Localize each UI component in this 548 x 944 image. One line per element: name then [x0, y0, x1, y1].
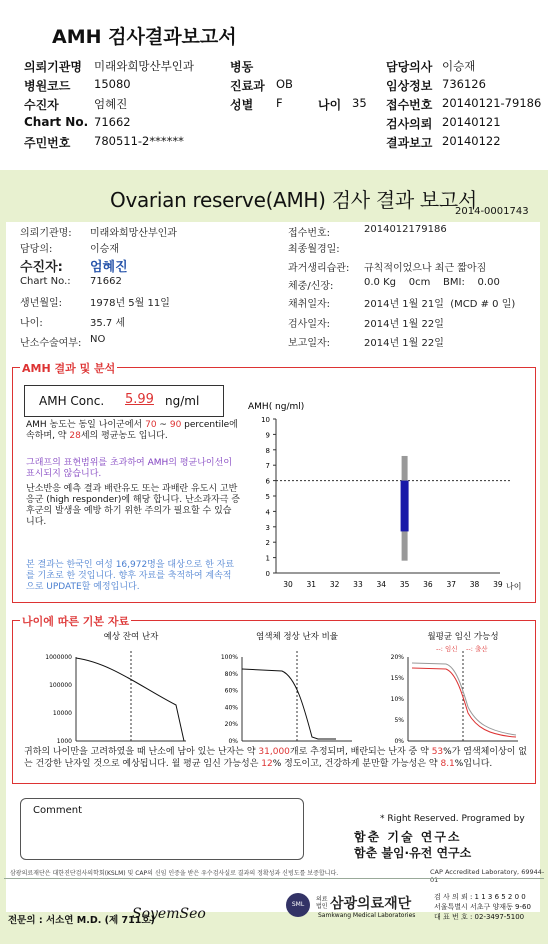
amh-y-tick-label: 6 [265, 477, 270, 486]
age-chart-y-label-2: 5% [394, 717, 404, 724]
brand-small: 의료법인 [316, 896, 328, 910]
header-l2-1: 진료과 [230, 79, 265, 93]
header-l4-0: 담당의사 [386, 60, 433, 74]
amh-y-tick-label: 1 [265, 554, 270, 563]
header-v2-1: OB [276, 77, 293, 91]
report-date-value: 2014년 1월 22일 [364, 338, 444, 349]
result-p3: 난소반응 예측 결과 배란유도 또는 과배란 유도시 고반응군 (high responder)에 해당 합니다. 난소과자극 증후군의 발생을 예방 하기 위한 주의가 필요할 수 있습니다. [26, 484, 240, 527]
lmp-label: 최종월경일: [288, 244, 340, 255]
comment-box [20, 798, 304, 860]
inst-label: 의뢰기관명: [20, 228, 72, 239]
brand-logo-icon: SML [286, 893, 310, 917]
age-chart-y-label-2: 0% [394, 738, 404, 745]
age-chart-y-label-0: 1000 [56, 738, 72, 745]
comment-label: Comment [33, 805, 82, 816]
contact2: 서울특별시 서초구 양재동 9-60 [434, 903, 531, 911]
amh-y-tick-label: 10 [261, 416, 270, 424]
specialist: 전문의 : 서소연 M.D. (제 711호) [8, 915, 155, 926]
contact1: 검 사 의 뢰 : 1 1 3 6 5 2 0 0 [434, 893, 526, 901]
report-title: Ovarian reserve(AMH) 검사 결과 보고서 [110, 188, 477, 212]
signature: SoyemSeo [132, 906, 206, 922]
amh-conc-box [24, 385, 224, 417]
age-chart-legend-birth: --: 출산 [466, 645, 488, 653]
header-l4-2: 접수번호 [386, 98, 433, 112]
age-chart-y-label-0: 10000 [52, 710, 72, 717]
amh-x-tick-label: 34 [376, 580, 387, 589]
footer-divider [4, 878, 544, 879]
amh-x-tick-label: 31 [306, 580, 317, 589]
age-chart-y-label-0: 100000 [49, 682, 72, 689]
ovx-label: 난소수술여부: [20, 338, 82, 349]
header-l1-2: 수진자 [24, 98, 59, 112]
weight-value: 0.0 Kg 0cm BMI: 0.00 [364, 277, 500, 288]
amh-y-tick-label: 3 [265, 523, 270, 532]
patient-label: 수진자: [20, 260, 63, 275]
amh-value-box [401, 481, 409, 532]
dob-label: 생년월일: [20, 298, 63, 309]
age-chart-legend-preg: --: 임신 [436, 645, 458, 653]
amh-report [0, 170, 548, 944]
amh-x-tick-label: 39 [493, 580, 503, 589]
chart-label: Chart No.: [20, 276, 71, 287]
brand-name: 삼광의료재단 [330, 896, 412, 912]
conc-label: AMH Conc. [39, 394, 105, 408]
conc-unit: ng/ml [165, 394, 200, 408]
doctor-value: 이승재 [90, 244, 119, 255]
brand-en: Samkwang Medical Laboratories [318, 912, 416, 919]
test-value: 2014년 1월 22일 [364, 319, 444, 330]
age-chart-y-label-2: 15% [390, 675, 404, 682]
amh-y-tick-label: 2 [265, 539, 270, 548]
header-v4-4: 20140122 [442, 134, 501, 148]
header-v1-2: 엄혜진 [94, 97, 128, 111]
weight-label: 체중/신장: [288, 281, 334, 292]
cap-note: CAP Accredited Laboratory, 69944-01 [430, 868, 545, 884]
header-l2-0: 병동 [230, 60, 254, 74]
age-chart-title-1: 염색체 정상 난자 비율 [255, 632, 339, 642]
age-chart-title-2: 월평균 임신 가능성 [427, 632, 499, 642]
header-l1-1: 병원코드 [24, 79, 71, 93]
footer-note: 삼광의료재단은 대한진단검사의학회(KSLM) 및 CAP의 신임 인증을 받은 우수검사실로 결과의 정확성과 신빙도를 보증합니다. [10, 870, 339, 877]
header-v4-1: 736126 [442, 77, 486, 91]
age-chart-y-label-1: 100% [220, 654, 238, 661]
inst-value: 미래와희망산부인과 [90, 228, 177, 239]
age-chart-curve-0 [76, 658, 184, 741]
age-chart-title-0: 예상 잔여 난자 [103, 632, 159, 642]
amh-y-tick-label: 4 [265, 508, 270, 517]
inst1: 함춘 기술 연구소 [354, 830, 462, 844]
amh-x-label: 나이 [506, 582, 522, 591]
header-v2-2: F [276, 96, 283, 110]
header-v1-4: 780511-2****** [94, 134, 184, 148]
amh-x-tick-label: 32 [329, 580, 340, 589]
contact3: 대 표 번 호 : 02-3497-5100 [434, 913, 525, 921]
age-chart-curve-birth [412, 668, 516, 737]
amh-x-tick-label: 35 [399, 580, 410, 589]
conc-value: 5.99 [125, 392, 154, 407]
age-chart-y-label-0: 1000000 [45, 654, 72, 661]
dob-value: 1978년 5월 11일 [90, 298, 170, 309]
amh-x-tick-label: 30 [283, 580, 293, 589]
amh-x-tick-label: 36 [423, 580, 433, 589]
age-heading: 나이에 따른 기본 자료 [22, 615, 130, 628]
header-l3-2: 나이 [318, 98, 342, 112]
history-label: 과거생리습관: [288, 263, 350, 274]
header-l4-3: 검사의뢰 [386, 117, 433, 131]
amh-result-heading: AMH 결과 및 분석 [22, 362, 116, 375]
draw-label: 채취일자: [288, 299, 331, 310]
amh-y-tick-label: 8 [265, 446, 270, 455]
report-header [0, 0, 548, 164]
amh-y-tick-label: 9 [265, 431, 270, 440]
age-chart-y-label-1: 40% [224, 704, 238, 712]
age-charts [16, 627, 526, 745]
age-chart-y-label-1: 20% [224, 721, 238, 729]
draw-value: 2014년 1월 21일 (MCD # 0 일) [364, 299, 516, 310]
header-l1-0: 의뢰기관명 [24, 60, 82, 74]
ovx-value: NO [90, 334, 106, 345]
age-chart-y-label-2: 10% [390, 696, 404, 703]
header-v1-3: 71662 [94, 115, 131, 129]
header-v1-1: 15080 [94, 77, 131, 91]
header-v4-0: 이승재 [442, 59, 476, 73]
age-summary: 귀하의 나이만을 고려하였을 때 난소에 남아 있는 난자는 약 31,000개로 추정되며, 배란되는 난자 중 약 53%가 염색체이상이 없는 건강한 난자일 것으로 예상됩니다. 월 평균 임신 가능성은 12% 정도이고, 건강하게 분만할 가능성은 약 8.1%입니다. [24, 747, 527, 769]
amh-chart-title: AMH( ng/ml) [248, 402, 305, 412]
receipt-label: 접수번호: [288, 228, 331, 239]
result-p2: 그래프의 표현범위를 초과하여 AMH의 평균나이선이 표시되지 않습니다. [26, 458, 233, 479]
amh-x-tick-label: 38 [469, 580, 480, 589]
patient-value: 엄혜진 [90, 260, 128, 275]
age-chart-y-label-2: 20% [390, 654, 404, 661]
doctor-label: 담당의: [20, 244, 53, 255]
report-body [6, 222, 540, 912]
amh-x-tick-label: 37 [446, 580, 457, 589]
amh-y-tick-label: 0 [265, 570, 270, 578]
header-l4-1: 임상정보 [386, 79, 433, 93]
receipt-value: 2014012179186 [364, 224, 447, 235]
age-chart-y-label-1: 60% [224, 687, 238, 695]
amh-chart [238, 377, 534, 599]
doc-number: 2014-0001743 [455, 206, 529, 217]
chart-value: 71662 [90, 276, 122, 287]
header-v1-0: 미래와희망산부인과 [94, 59, 194, 73]
result-p1: AMH 농도는 동일 나이군에서 70 ~ 90 percentile에 속하며, 약 28세의 평균농도 입니다. [26, 420, 238, 441]
report-date-label: 보고일자: [288, 338, 331, 349]
age-label: 나이: [20, 318, 43, 329]
header-l1-4: 주민번호 [24, 136, 71, 150]
age-chart-curve-1 [242, 669, 336, 739]
amh-y-tick-label: 7 [265, 462, 270, 471]
test-label: 검사일자: [288, 319, 331, 330]
amh-x-tick-label: 33 [353, 580, 363, 589]
header-v3-2: 35 [352, 96, 367, 110]
header-l4-4: 결과보고 [386, 136, 433, 150]
inst2: 함춘 불임·유전 연구소 [354, 846, 472, 860]
header-v4-2: 20140121-79186 [442, 96, 542, 110]
age-chart-y-label-1: 0% [228, 738, 238, 745]
result-p4: 본 결과는 한국인 여성 16,972명을 대상으로 한 자료를 기초로 한 것입니다. 향후 자료를 축적하여 계속적으로 UPDATE할 예정입니다. [26, 560, 235, 592]
amh-y-tick-label: 5 [265, 493, 270, 501]
age-value: 35.7 세 [90, 318, 126, 329]
age-chart-y-label-1: 80% [224, 670, 238, 678]
rights: * Right Reserved. Programed by [380, 814, 525, 824]
header-l2-2: 성별 [230, 98, 254, 112]
history-value: 규칙적이었으나 최근 짧아짐 [364, 263, 487, 274]
header-title: AMH 검사결과보고서 [52, 26, 237, 48]
header-v4-3: 20140121 [442, 115, 501, 129]
header-l1-3: Chart No. [24, 115, 89, 129]
